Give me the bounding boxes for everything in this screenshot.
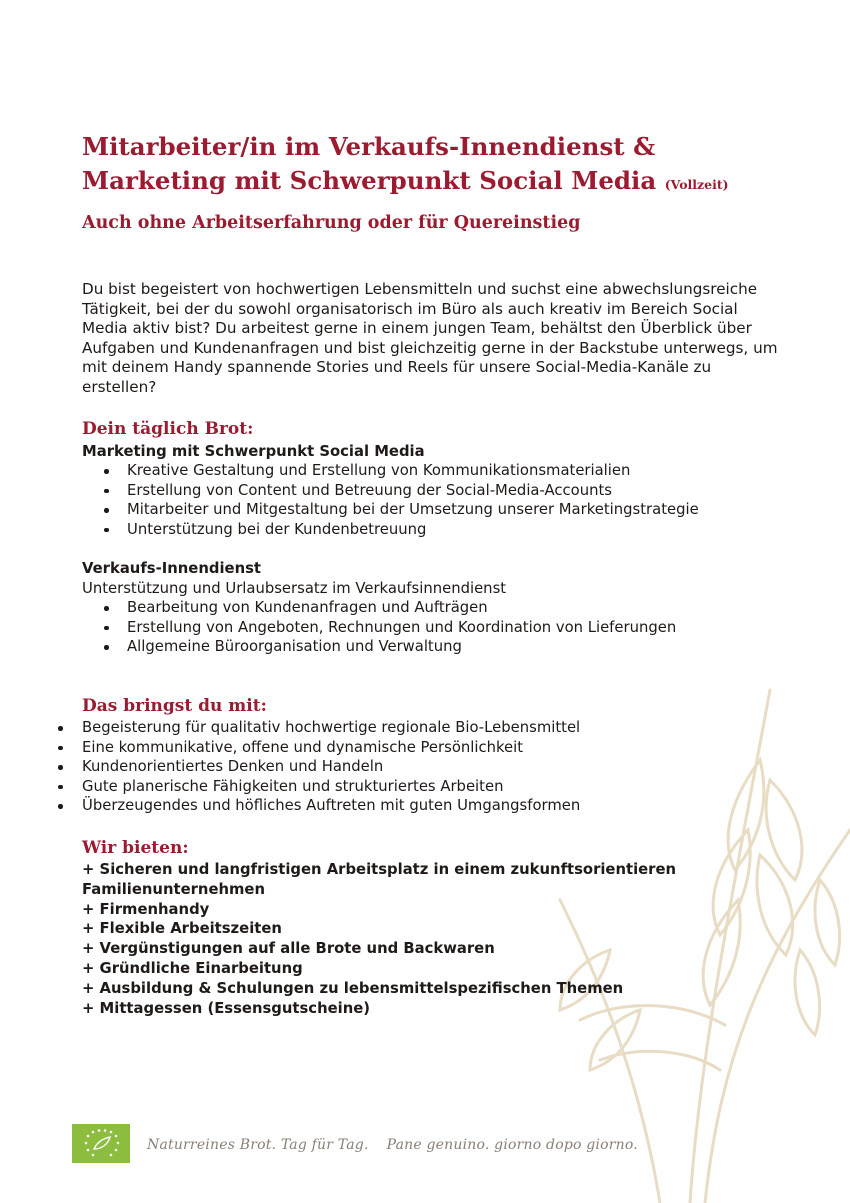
list-item: Allgemeine Büroorganisation und Verwaltung [82,637,676,657]
sales-list [82,598,676,657]
list-item: Erstellung von Angeboten, Rechnungen und Koordination von Lieferungen [82,618,676,638]
tasks-heading: Dein täglich Brot: [82,419,254,439]
list-item: Eine kommunikative, offene und dynamische Persönlichkeit [55,738,580,758]
tagline [147,1137,638,1153]
list-item: Bearbeitung von Kundenanfragen und Aufträgen [82,598,676,618]
title-line-1: Mitarbeiter/in im Verkaufs-Innendienst & [82,132,656,161]
list-item: + Gründliche Einarbeitung [82,959,303,977]
requirements-heading: Das bringst du mit: [82,696,267,716]
list-item: Kreative Gestaltung und Erstellung von Kommunikationsmaterialien [82,461,699,481]
page-subtitle: Auch ohne Arbeitserfahrung oder für Quereinstieg [82,213,581,233]
list-item: + Sicheren und langfristigen Arbeitsplatz in einem zukunftsorientieren Familienunternehmen [82,861,677,898]
list-item: + Vergünstigungen auf alle Brote und Backwaren [82,940,495,958]
tagline-german: Naturreines Brot. Tag für Tag. [147,1137,369,1153]
offers-heading: Wir bieten: [82,838,189,858]
offers-list [82,860,742,1018]
sales-intro: Unterstützung und Urlaubsersatz im Verkaufsinnendienst [82,580,507,597]
list-item: Gute planerische Fähigkeiten und strukturiertes Arbeiten [55,777,580,797]
list-item: Unterstützung bei der Kundenbetreuung [82,520,699,540]
list-item: Begeisterung für qualitativ hochwertige regionale Bio-Lebensmittel [55,718,580,738]
requirements-list [55,718,580,816]
list-item: Erstellung von Content und Betreuung der Social-Media-Accounts [82,481,699,501]
page-title [82,130,822,202]
list-item: Mitarbeiter und Mitgestaltung bei der Umsetzung unserer Marketingstrategie [82,500,699,520]
marketing-heading: Marketing mit Schwerpunkt Social Media [82,443,425,460]
list-item: Kundenorientiertes Denken und Handeln [55,757,580,777]
list-item: + Mittagessen (Essensgutscheine) [82,999,371,1017]
list-item: + Ausbildung & Schulungen zu lebensmittelspezifischen Themen [82,979,624,997]
sales-heading: Verkaufs-Innendienst [82,560,261,577]
tagline-italian: Pane genuino. giorno dopo giorno. [386,1137,638,1153]
list-item: + Firmenhandy [82,900,210,918]
list-item: Überzeugendes und höfliches Auftreten mit guten Umgangsformen [55,796,580,816]
eu-organic-leaf-icon [72,1124,130,1163]
list-item: + Flexible Arbeitszeiten [82,920,282,938]
footer [72,1124,672,1164]
intro-paragraph: Du bist begeistert von hochwertigen Lebensmitteln und suchst eine abwechslungsreiche Tätigkeit, bei der du sowohl organisatorisch im Büro als auch kreativ im Bereich Social Media aktiv bist? Du arbeitest gerne in einem jungen Team, behältst den Überblick über Aufgaben und Kundenanfragen und bist gleichzeitig gerne in der Backstube unterwegs, um mit deinem Handy spannende Stories und Reels für unsere Social-Media-Kanäle zu erstellen? [82,280,778,396]
title-line-2: Marketing mit Schwerpunkt Social Media [82,166,657,195]
employment-type: (Vollzeit) [664,177,729,192]
marketing-list [82,461,699,539]
